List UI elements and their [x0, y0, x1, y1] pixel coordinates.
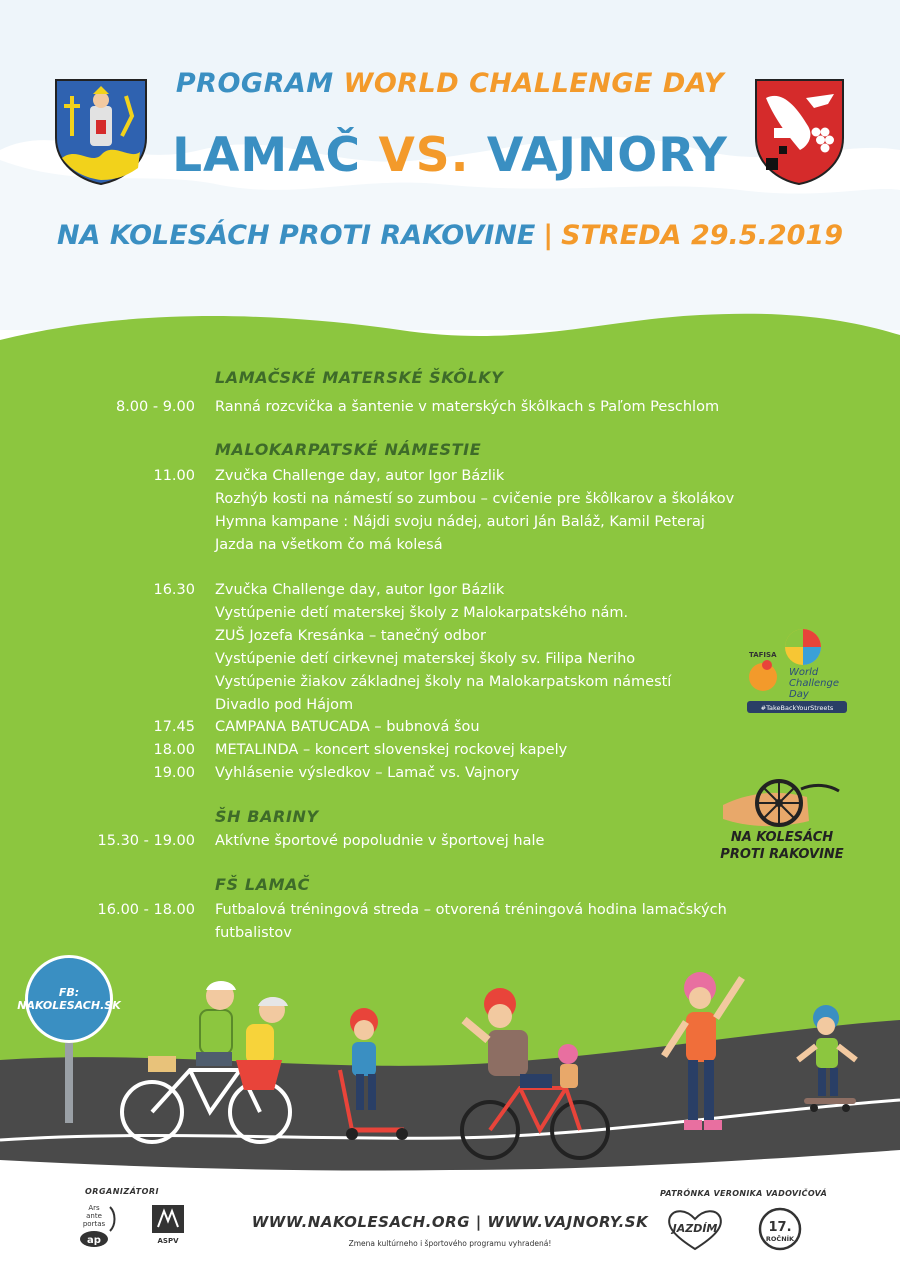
entry-time: 8.00 - 9.00	[115, 399, 195, 415]
wcd-line3: Day	[789, 689, 809, 700]
entry-line: ZUŠ Jozefa Kresánka – tanečný odbor	[215, 628, 486, 644]
header-event-name: WORLD CHALLENGE DAY	[343, 68, 725, 99]
vajnory-crest-icon	[752, 76, 847, 186]
entry-line: futbalistov	[215, 925, 292, 941]
header-program-label: PROGRAM	[175, 68, 334, 99]
team-left: LAMAČ	[172, 128, 362, 183]
wcd-hashtag: #TakeBackYourStreets	[760, 704, 834, 712]
section-title-lamac-kindergartens: LAMAČSKÉ MATERSKÉ ŠKÔLKY	[215, 368, 504, 387]
entry-line: Rozhýb kosti na námestí so zumbou – cvičenie pre škôlkarov a školákov	[215, 491, 735, 507]
boy-skateboard-icon	[798, 1005, 856, 1112]
poster-footer	[0, 1175, 900, 1273]
wcd-line1: World	[789, 667, 819, 678]
entry-line: Hymna kampane : Nájdi svoju nádej, autori Ján Baláž, Kamil Peteraj	[215, 514, 705, 530]
program-change-disclaimer: Zmena kultúrneho i športového programu vyhradená!	[348, 1239, 552, 1248]
facebook-sign	[17, 955, 121, 1135]
ap-text2: ante	[86, 1212, 102, 1220]
entry-line: Jazda na všetkom čo má kolesá	[215, 537, 443, 553]
ap-text3: portas	[82, 1220, 106, 1228]
entry-line: Zvučka Challenge day, autor Igor Bázlik	[215, 582, 505, 598]
sign-pole	[65, 1043, 73, 1123]
ap-mark: ap	[87, 1235, 101, 1246]
entry-line: METALINDA – koncert slovenskej rockovej kapely	[215, 742, 568, 758]
jazdim-text: JAZDÍM	[672, 1222, 718, 1235]
entry-time: 17.45	[153, 719, 195, 735]
cyclists-illustration	[0, 960, 900, 1160]
entry-time: 15.30 - 19.00	[97, 833, 195, 849]
lamac-crest-icon	[52, 76, 150, 186]
section-title-sh-bariny: ŠH BARINY	[215, 807, 319, 826]
na-kolesach-logo	[717, 775, 847, 865]
campaign-name: NA KOLESÁCH PROTI RAKOVINE	[57, 220, 536, 251]
aspv-text: ASPV	[157, 1237, 179, 1245]
rocnik-badge	[756, 1207, 804, 1251]
entry-time: 16.00 - 18.00	[97, 902, 195, 918]
header-separator: |	[543, 220, 554, 251]
ap-text1: Ars	[88, 1204, 100, 1212]
header-line-date	[0, 220, 900, 251]
entry-line: Ranná rozcvička a šantenie v materských škôlkach s Paľom Peschlom	[215, 399, 720, 415]
nk-line1: NA KOLESÁCH	[730, 830, 834, 845]
organizers-label: ORGANIZÁTORI	[85, 1187, 160, 1196]
wcd-line2: Challenge	[789, 678, 839, 689]
entry-line: Divadlo pod Hájom	[215, 697, 354, 713]
rocnik-number: 17.	[768, 1220, 792, 1235]
patron-label: PATRÓNKA VERONIKA VADOVIČOVÁ	[660, 1189, 828, 1198]
grandparents-bicycle-icon	[122, 981, 290, 1142]
section-title-fs-lamac: FŠ LAMAČ	[215, 875, 310, 894]
versus-label: VS.	[378, 128, 470, 183]
facebook-sign-circle[interactable]	[17, 955, 121, 1043]
girl-rollerblades-icon	[664, 972, 742, 1130]
entry-line: Vyhlásenie výsledkov – Lamač vs. Vajnory	[215, 765, 520, 781]
entry-time: 16.30	[153, 582, 195, 598]
fb-handle: NAKOLESACH.SK	[17, 999, 121, 1012]
jazdim-logo	[664, 1207, 726, 1251]
entry-line: Vystúpenie detí cirkevnej materskej školy sv. Filipa Neriho	[215, 651, 636, 667]
entry-time: 19.00	[153, 765, 195, 781]
rocnik-word: ROČNÍK	[765, 1235, 795, 1243]
entry-line: Futbalová tréningová streda – otvorená tréningová hodina lamačských	[215, 902, 727, 918]
section-title-malokarpatske-namestie: MALOKARPATSKÉ NÁMESTIE	[215, 440, 482, 459]
father-child-bicycle-icon	[462, 988, 608, 1158]
entry-line: Vystúpenie detí materskej školy z Malokarpatského nám.	[215, 605, 629, 621]
entry-line: Vystúpenie žiakov základnej školy na Malokarpatskom námestí	[215, 674, 672, 690]
world-challenge-day-logo	[745, 625, 850, 715]
entry-line: CAMPANA BATUCADA – bubnová šou	[215, 719, 480, 735]
team-right: VAJNORY	[486, 128, 728, 183]
entry-time: 11.00	[153, 468, 195, 484]
boy-scooter-icon	[340, 1008, 408, 1140]
entry-line: Zvučka Challenge day, autor Igor Bázlik	[215, 468, 505, 484]
event-date: STREDA 29.5.2019	[561, 220, 843, 251]
websites: WWW.NAKOLESACH.ORG | WWW.VAJNORY.SK	[251, 1213, 649, 1231]
entry-time: 18.00	[153, 742, 195, 758]
wcd-org-text: TAFISA	[749, 651, 777, 659]
entry-line: Aktívne športové popoludnie v športovej hale	[215, 833, 545, 849]
fb-label: FB:	[58, 986, 80, 999]
nk-line2: PROTI RAKOVINE	[720, 847, 844, 862]
